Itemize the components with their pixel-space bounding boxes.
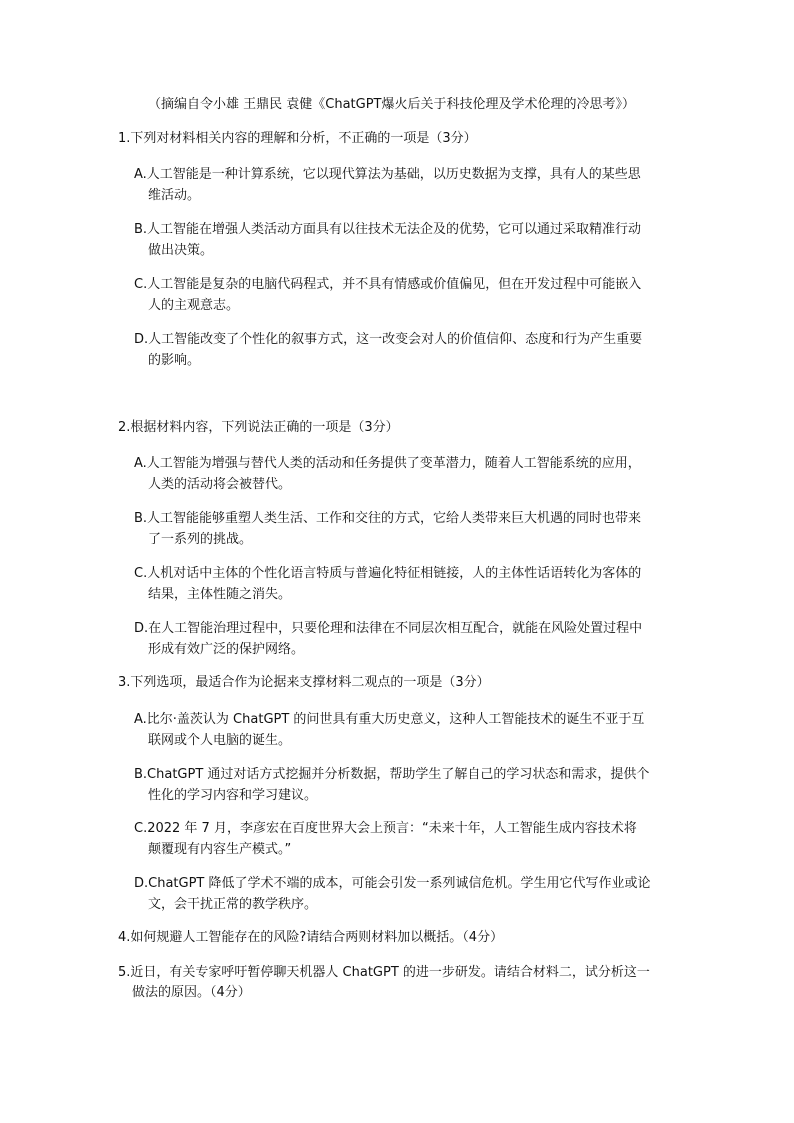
option-text-line: 联网或个人电脑的诞生。 — [148, 733, 292, 748]
option-text-line: A.人工智能是一种计算系统，它以现代算法为基础，以历史数据为支撑，具有人的某些思 — [134, 167, 641, 182]
option-text-line: 结果，主体性随之消失。 — [148, 587, 292, 602]
option-text-line: B.人工智能在增强人类活动方面具有以往技术无法企及的优势，它可以通过采取精准行动 — [134, 222, 642, 237]
option-text-line: D.ChatGPT 降低了学术不端的成本，可能会引发一系列诚信危机。学生用它代写作业或论 — [134, 876, 651, 891]
option-text-line: 颠覆现有内容生产模式。” — [148, 842, 292, 857]
option-text-line: C.2022 年 7 月，李彦宏在百度世界大会上预言：“未来十年，人工智能生成内容技术将 — [134, 821, 637, 836]
question-3-option-d — [134, 873, 682, 915]
question-stem: 5.近日，有关专家呼吁暂停聊天机器人 ChatGPT 的进一步研发。请结合材料二，试分析这一 — [118, 965, 650, 980]
option-text-line: B.人工智能能够重塑人类生活、工作和交往的方式，它给人类带来巨大机遇的同时也带来 — [134, 511, 642, 526]
question-3-stem — [118, 673, 678, 693]
question-4-stem — [118, 928, 678, 948]
option-text-line: 人类的活动将会被替代。 — [148, 477, 292, 492]
question-2-option-d — [134, 618, 682, 660]
question-stem: 1.下列对材料相关内容的理解和分析，不正确的一项是（3分） — [118, 131, 477, 146]
question-1-option-c — [134, 274, 682, 316]
option-text-line: 了一系列的挑战。 — [148, 532, 253, 547]
question-stem: 3.下列选项，最适合作为论据来支撑材料二观点的一项是（3分） — [118, 675, 490, 690]
question-1-stem — [118, 129, 678, 149]
question-3-option-b — [134, 764, 682, 806]
question-1-option-b — [134, 219, 682, 261]
question-1-option-a — [134, 164, 682, 206]
option-text-line: B.ChatGPT 通过对话方式挖掘并分析数据，帮助学生了解自己的学习状态和需求，提供个 — [134, 767, 650, 782]
option-text-line: C.人工智能是复杂的电脑代码程式，并不具有情感或价值偏见，但在开发过程中可能嵌入 — [134, 277, 642, 292]
question-2-stem — [118, 418, 678, 438]
question-2-option-c — [134, 563, 682, 605]
question-stem: 4.如何规避人工智能存在的风险?请结合两则材料加以概括。（4分） — [118, 930, 504, 945]
question-1-option-d — [134, 329, 682, 371]
question-2-option-a — [134, 453, 682, 495]
option-text-line: 性化的学习内容和学习建议。 — [148, 788, 318, 803]
question-3-option-c — [134, 818, 682, 860]
option-text-line: 形成有效广泛的保护网络。 — [148, 642, 305, 657]
question-5-stem — [118, 963, 678, 1003]
option-text-line: C.人机对话中主体的个性化语言特质与普遍化特征相链接，人的主体性话语转化为客体的 — [134, 566, 642, 581]
question-stem-continuation: 做法的原因。（4分） — [132, 985, 251, 1000]
option-text-line: 人的主观意志。 — [148, 298, 240, 313]
question-3-option-a — [134, 709, 682, 751]
source-citation: （摘编自令小雄 王鼎民 袁健《ChatGPT爆火后关于科技伦理及学术伦理的冷思考》） — [148, 97, 635, 112]
option-text-line: 做出决策。 — [148, 243, 214, 258]
question-stem: 2.根据材料内容，下列说法正确的一项是（3分） — [118, 420, 399, 435]
question-2-option-b — [134, 508, 682, 550]
option-text-line: D.人工智能改变了个性化的叙事方式，这一改变会对人的价值信仰、态度和行为产生重要 — [134, 332, 643, 347]
option-text-line: 维活动。 — [148, 188, 201, 203]
option-text-line: 的影响。 — [148, 353, 201, 368]
option-text-line: D.在人工智能治理过程中，只要伦理和法律在不同层次相互配合，就能在风险处置过程中 — [134, 621, 643, 636]
option-text-line: A.人工智能为增强与替代人类的活动和任务提供了变革潜力，随着人工智能系统的应用， — [134, 456, 641, 471]
option-text-line: A.比尔·盖茨认为 ChatGPT 的问世具有重大历史意义，这种人工智能技术的诞生不亚于互 — [134, 712, 645, 727]
option-text-line: 文，会干扰正常的教学秩序。 — [148, 897, 318, 912]
